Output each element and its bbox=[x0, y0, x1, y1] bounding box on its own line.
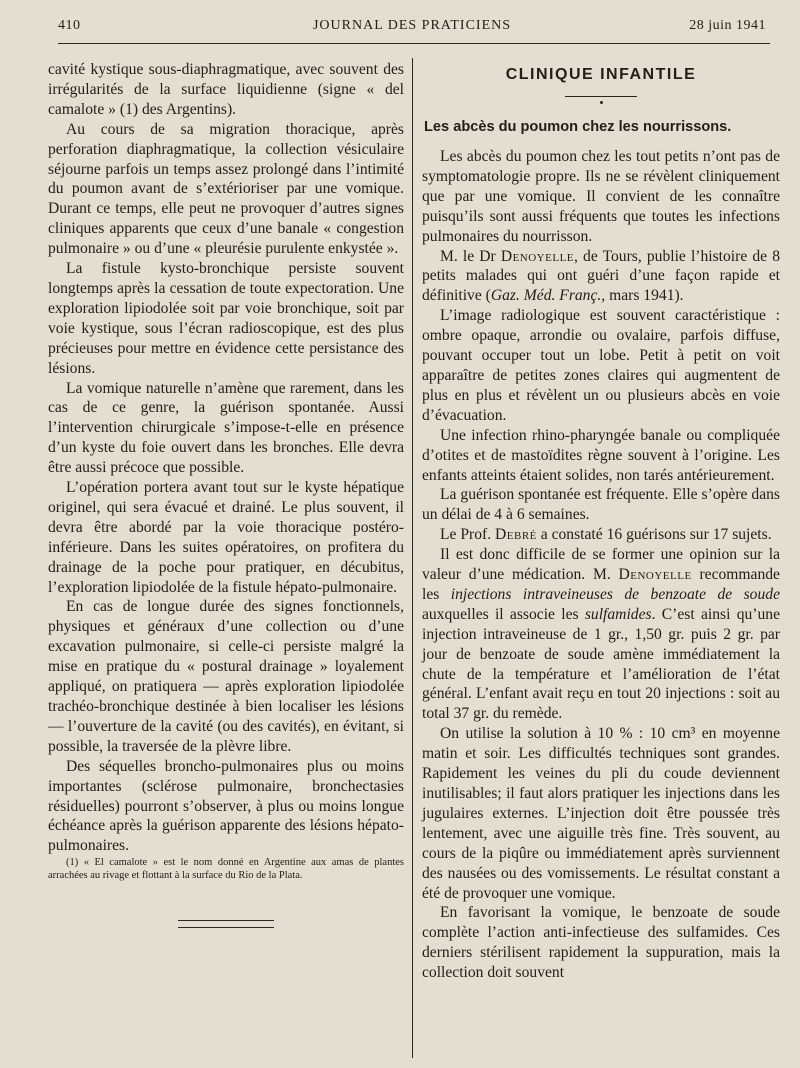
paragraph: En favorisant la vomique, le benzoate de soude complète l’action anti-infectieuse des sulfamides. Ces derniers stérilisent rapidement la suppuration, mais la collection doit souvent bbox=[422, 904, 780, 982]
paragraph: Il est donc difficile de se former une opinion sur la valeur d’une médication. M. Denoyelle recommande les injections intraveineuses de benzoate de soude auxquelles il associe les sulfamides. C’est ainsi qu’une injection intraveineuse de 1 gr., 1,50 gr. puis 2 gr. par jour de benzoate de soude amène immédiatement la chute de la température et l’amélioration de l’état général. L’enfant avait reçu en tout 20 injections : soit au total 37 gr. du remède. bbox=[422, 546, 781, 723]
journal-title: JOURNAL DES PRATICIENS bbox=[312, 18, 512, 33]
left-column bbox=[48, 60, 404, 928]
paragraph: Au cours de sa migration thoracique, après perforation diaphragmatique, la collection vésiculaire séjourne parfois un temps assez prolongé dans l’intimité du poumon avant de s’extérioriser par une vomique. Durant ce temps, elle peut ne provoquer d’autres signes cliniques apparents que ceux d’une banale « congestion pulmonaire » ou d’une « pleurésie purulente enkystée ». bbox=[48, 120, 404, 258]
rubric-divider bbox=[565, 96, 637, 107]
footnote: (1) « El camalote » est le nom donné en Argentine aux amas de plantes arrachées au rivage et flottant à la surface du Rio de la Plata. bbox=[48, 857, 404, 882]
divider-dot bbox=[600, 101, 603, 104]
paragraph: La vomique naturelle n’amène que rarement, dans les cas de ce genre, la guérison spontanée. Aussi l’intervention chirurgicale s’impose-t-elle en présence d’un kyste du foie ouvert dans les bronches. Elle devra être aussi précoce que possible. bbox=[48, 379, 404, 477]
author-name: Denoyelle bbox=[500, 247, 575, 265]
journal-reference: Gaz. Méd. Franç. bbox=[490, 287, 602, 305]
paragraph: Une infection rhino-pharyngée banale ou compliquée d’otites et de mastoïdites règne souvent à l’origine. Les enfants atteints étaient solides, non tarés antérieurement. bbox=[422, 426, 780, 484]
end-ornament-rule bbox=[178, 920, 274, 928]
author-name: Debré bbox=[495, 526, 537, 544]
column-divider bbox=[412, 58, 413, 1058]
running-header bbox=[58, 18, 766, 40]
page-number: 410 bbox=[58, 18, 81, 33]
paragraph: La guérison spontanée est fréquente. Elle s’opère dans un délai de 4 à 6 semaines. bbox=[422, 486, 780, 524]
emphasis: injections intraveineuses de benzoate de soude bbox=[450, 585, 780, 603]
emphasis: sulfamides bbox=[584, 605, 652, 623]
paragraph: cavité kystique sous-diaphragmatique, avec souvent des irrégularités de la surface liquidienne (signe « del camalote » (1) des Argentins). bbox=[48, 61, 404, 118]
author-name: Denoyelle bbox=[618, 566, 692, 584]
paragraph: Le Prof. Debré a constaté 16 guérisons sur 17 sujets. bbox=[440, 526, 772, 544]
issue-date: 28 juin 1941 bbox=[689, 18, 766, 33]
paragraph: Des séquelles broncho-pulmonaires plus ou moins importantes (sclérose pulmonaire, bronchectasies résiduelles) pourront s’observer, à plus ou moins longue échéance après la guérison apparente des lésions hépato-pulmonaires. bbox=[48, 757, 404, 855]
header-rule bbox=[58, 43, 770, 44]
paragraph: En cas de longue durée des signes fonctionnels, physiques et généraux d’une collection ou d’une excavation pulmonaire, si celle-ci persiste malgré la mise en pratique du « postural drainage » loyalement appliqué, on pratiquera — après exploration lipiodolée trachéo-bronchique destinée à bien localiser les lésions — l’ouverture de la cavité (ou des cavités), en évitant, si possible, la traversée de la plèvre libre. bbox=[48, 598, 404, 755]
section-rubric: CLINIQUE INFANTILE bbox=[505, 66, 697, 83]
paragraph: L’opération portera avant tout sur le kyste hépatique originel, qui sera évacué et drainé. Le plus souvent, il devra être abordé par la voie thoracique postéro-inférieure. Dans les suites opératoires, on profitera du drainage de la poche pour pratiquer, en décubitus, l’exploration lipiodolée de la fistule hépato-pulmonaire. bbox=[48, 479, 404, 596]
article-title: Les abcès du poumon chez les nourrissons. bbox=[424, 119, 732, 135]
paragraph: La fistule kysto-bronchique persiste souvent longtemps après la cessation de toute expectoration. Une exploration lipiodolée soit par voie bronchique, soit par voie kystique, sous l’écran radioscopique, est des plus précieuses pour mettre en évidence cette persistance des lésions. bbox=[48, 260, 404, 377]
paragraph: Les abcès du poumon chez les tout petits n’ont pas de symptomatologie propre. Ils ne se révèlent cliniquement que par une vomique. Il convient de les connaître puisqu’ils sont aussi fréquents que toutes les infections pulmonaires du nourrisson. bbox=[422, 148, 780, 245]
paragraph: On utilise la solution à 10 % : 10 cm³ en moyenne matin et soir. Les difficultés techniques sont grandes. Rapidement les veines du pli du coude deviennent inutilisables; il faut alors pratiquer les injections dans les jugulaires externes. L’injection doit être poussée très lentement, avec une aiguille très fine. Très souvent, au cours de la piqûre ou immédiatement après surviennent des nausées ou des vomissements. Le résultat constant a été de provoquer une vomique. bbox=[422, 725, 780, 902]
paragraph: M. le Dr Denoyelle, de Tours, publie l’histoire de 8 petits malades qui ont guéri d’une façon rapide et définitive (Gaz. Méd. Franç., mars 1941). bbox=[422, 247, 780, 305]
paragraph: L’image radiologique est souvent caractéristique : ombre opaque, arrondie ou ovalaire, parfois diffuse, pouvant occuper tout un lobe. Petit à petit on voit apparaître de petites zones claires qui augmentent de plus en plus et révèlent un ou plusieurs abcès en voie d’évacuation. bbox=[422, 307, 780, 424]
right-column bbox=[422, 58, 780, 983]
